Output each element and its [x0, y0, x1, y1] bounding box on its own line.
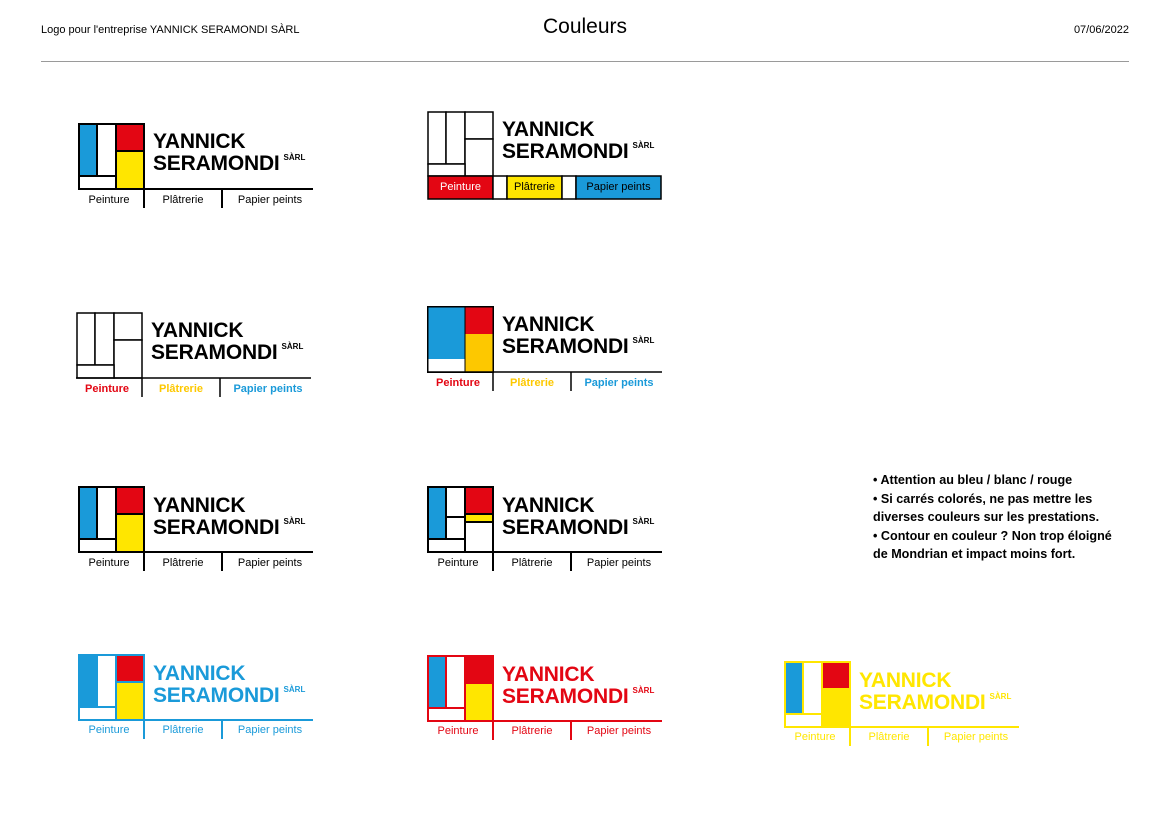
service-peinture: Peinture [440, 181, 481, 193]
brand-name: YANNICK SERAMONDI $^{SÀRL}$ [153, 130, 306, 175]
logo-variant-7 [78, 654, 318, 754]
service-peinture: Peinture [88, 557, 130, 569]
note-line: • Attention au bleu / blanc / rouge [873, 473, 1073, 487]
logo-variant-4 [427, 306, 667, 406]
page-title: Couleurs [542, 15, 628, 38]
logo-variant-8 [427, 655, 667, 755]
brand-name: YANNICK SERAMONDI $^{SÀRL}$ [151, 319, 304, 364]
service-peinture: Peinture [794, 731, 836, 743]
brand-name: YANNICK SERAMONDI $^{SÀRL}$ [502, 663, 655, 708]
service-peinture: Peinture [84, 383, 129, 395]
service-platrerie: Plâtrerie [509, 377, 555, 389]
brand-name: YANNICK SERAMONDI $^{SÀRL}$ [502, 118, 655, 163]
brand-name: YANNICK SERAMONDI $^{SÀRL}$ [153, 662, 306, 707]
brand-name: YANNICK SERAMONDI $^{SÀRL}$ [502, 494, 655, 539]
service-papier-peints: Papier peints [586, 725, 652, 737]
document-subject: Logo pour l'entreprise YANNICK SERAMONDI SÀRL [41, 24, 300, 36]
service-platrerie: Plâtrerie [162, 194, 204, 206]
service-peinture: Peinture [437, 725, 479, 737]
service-peinture: Peinture [88, 194, 130, 206]
logo-variant-1 [78, 123, 318, 223]
service-papier-peints: Papier peints [586, 181, 651, 193]
service-papier-peints: Papier peints [237, 194, 303, 206]
document-date: 07/06/2022 [1073, 24, 1129, 36]
service-peinture: Peinture [88, 724, 130, 736]
note-line: diverses couleurs sur les prestations. [873, 510, 1100, 524]
note-line: • Contour en couleur ? Non trop éloigné [873, 528, 1112, 543]
service-papier-peints: Papier peints [584, 377, 654, 389]
logo-variant-2 [427, 111, 667, 211]
note-line: • Si carrés colorés, ne pas mettre les [873, 491, 1093, 506]
service-platrerie: Plâtrerie [162, 557, 204, 569]
logo-variant-3 [76, 312, 316, 412]
brand-name: YANNICK SERAMONDI $^{SÀRL}$ [859, 669, 1012, 714]
note-line: de Mondrian et impact moins fort. [873, 547, 1076, 561]
service-papier-peints: Papier peints [943, 731, 1009, 743]
service-platrerie: Plâtrerie [511, 725, 553, 737]
service-papier-peints: Papier peints [233, 383, 303, 395]
logo-variant-6 [427, 486, 667, 586]
service-platrerie: Plâtrerie [511, 557, 553, 569]
header-divider [41, 61, 1129, 62]
service-platrerie: Plâtrerie [514, 181, 555, 193]
service-platrerie: Plâtrerie [158, 383, 204, 395]
design-notes [873, 471, 1112, 564]
service-peinture: Peinture [435, 377, 480, 389]
service-papier-peints: Papier peints [237, 557, 303, 569]
brand-name: YANNICK SERAMONDI $^{SÀRL}$ [153, 494, 306, 539]
brand-name: YANNICK SERAMONDI $^{SÀRL}$ [502, 313, 655, 358]
service-papier-peints: Papier peints [237, 724, 303, 736]
service-papier-peints: Papier peints [586, 557, 652, 569]
logo-variant-5 [78, 486, 318, 586]
service-platrerie: Plâtrerie [868, 731, 910, 743]
service-platrerie: Plâtrerie [162, 724, 204, 736]
logo-variant-9 [784, 661, 1024, 761]
service-peinture: Peinture [437, 557, 479, 569]
